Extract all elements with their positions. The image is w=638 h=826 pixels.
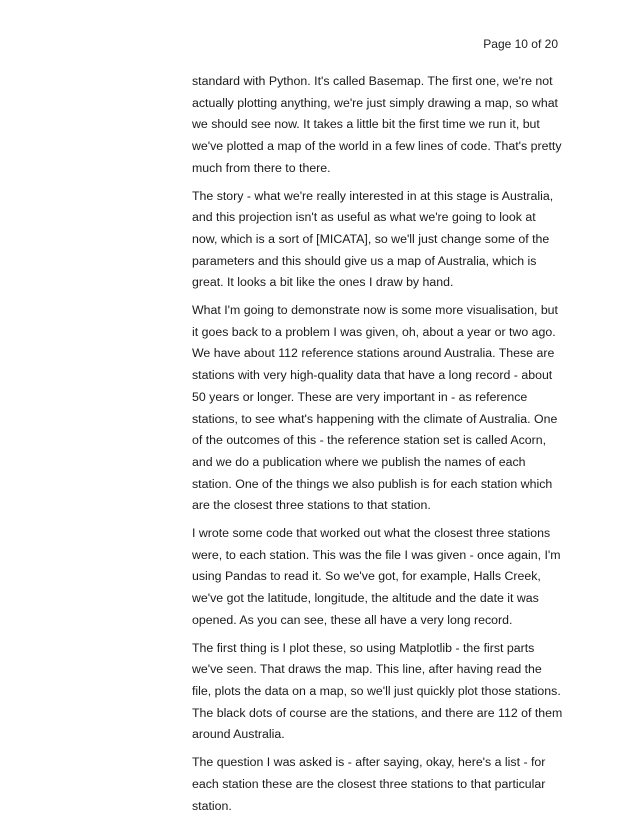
paragraph: What I'm going to demonstrate now is some more visualisation, but it goes back to a problem I was given, oh, about a year or two ago. We have about 112 reference stations around Australia. These are stations with very high-quality data that have a long record - about 50 years or longer. These are very important in - as reference stations, to see what's happening with the climate of Australia. One of the outcomes of this - the reference station set is called Acorn, and we do a publication where we publish the names of each station. One of the things we also publish is for each station which are the closest three stations to that station. [192, 303, 558, 513]
paragraph: standard with Python. It's called Basemap. The first one, we're not actually plotting anything, we're just simply drawing a map, so what we should see now. It takes a little bit the first time we run it, but we've plotted a map of the world in a few lines of code. That's pretty much from there to there. [192, 74, 562, 175]
paragraph: The story - what we're really interested in at this stage is Australia, and this projection isn't as useful as what we're going to look at now, which is a sort of [MICATA], so we'll just change some of the parameters and this should give us a map of Australia, which is great. It looks a bit like the ones I draw by hand. [192, 188, 554, 290]
paragraph: I wrote some code that worked out what the closest three stations were, to each station. This was the file I was given - once again, I'm using Pandas to read it. So we've got, for example, Halls Creek, we've got the latitude, longitude, the altitude and the date it was opened. As you can see, these all have a very long record. [192, 526, 561, 627]
document-body [192, 71, 564, 823]
paragraph: The first thing is I plot these, so using Matplotlib - the first parts we've seen. That draws the map. This line, after having read the file, plots the data on a map, so we'll just quickly plot those stations. The black dots of course are the stations, and there are 112 of them around Australia. [192, 640, 563, 742]
paragraph: The question I was asked is - after saying, okay, here's a list - for each station these are the closest three stations to that particular station. [192, 755, 546, 813]
page-number: Page 10 of 20 [483, 37, 558, 51]
